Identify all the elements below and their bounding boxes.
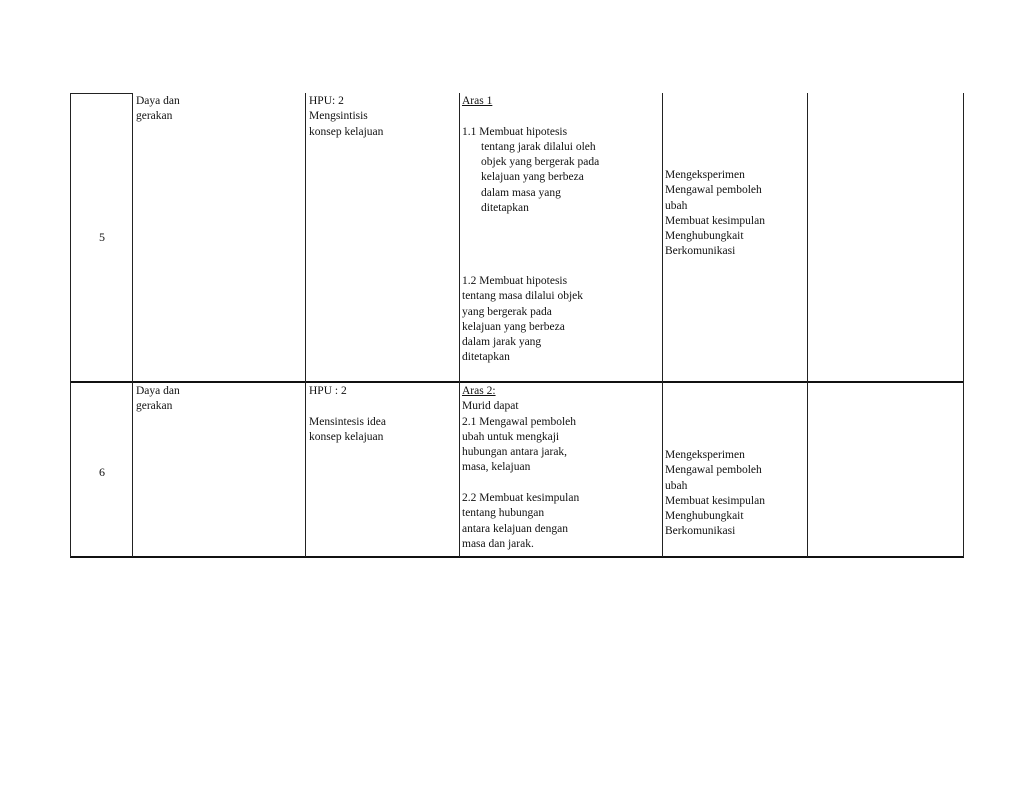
skill-line: Mengawal pemboleh bbox=[665, 184, 762, 197]
skill-line: Berkomunikasi bbox=[665, 245, 736, 258]
skill-line: Berkomunikasi bbox=[665, 525, 736, 538]
topic-line: gerakan bbox=[136, 400, 173, 413]
objective-line: masa, kelajuan bbox=[462, 461, 531, 474]
aras-title: Aras 1 bbox=[462, 95, 493, 107]
row-number: 5 bbox=[99, 230, 105, 244]
table-bottom-border bbox=[70, 556, 964, 558]
topic-line: gerakan bbox=[136, 110, 173, 123]
objective-line: masa dan jarak. bbox=[462, 537, 534, 550]
col-line-0 bbox=[70, 93, 71, 557]
topic-line: Daya dan bbox=[136, 95, 180, 107]
objective-cell bbox=[462, 384, 579, 552]
objective-cell-2 bbox=[462, 274, 583, 366]
hpu-cell bbox=[309, 384, 386, 445]
hpu-line: HPU: 2 bbox=[309, 95, 344, 107]
col-line-6 bbox=[963, 93, 964, 557]
objective-line: yang bergerak pada bbox=[462, 305, 552, 318]
objective-line bbox=[462, 476, 579, 491]
objective-line: tentang hubungan bbox=[462, 507, 545, 520]
skill-line: Menghubungkait bbox=[665, 510, 744, 523]
row-number: 6 bbox=[99, 465, 105, 479]
skill-line: Membuat kesimpulan bbox=[665, 494, 765, 507]
objective-line: hubungan antara jarak, bbox=[462, 446, 568, 459]
hpu-cell bbox=[309, 94, 383, 140]
col-line-3 bbox=[459, 93, 460, 557]
aras-title: Aras 2: bbox=[462, 385, 496, 397]
col-line-1 bbox=[132, 93, 133, 557]
objective-line: objek yang bergerak pada bbox=[481, 156, 600, 169]
objective-line: dalam masa yang bbox=[481, 186, 561, 199]
objective-line: ubah untuk mengkaji bbox=[462, 430, 560, 443]
skill-line: Mengeksperimen bbox=[665, 449, 745, 461]
skill-line: ubah bbox=[665, 479, 688, 492]
hpu-line: Mensintesis idea bbox=[309, 415, 386, 428]
objective-line: tentang masa dilalui objek bbox=[462, 290, 584, 303]
skills-cell bbox=[665, 168, 765, 260]
hpu-line: Mengsintisis bbox=[309, 110, 368, 123]
objective-cell bbox=[462, 94, 599, 216]
skills-cell bbox=[665, 448, 765, 540]
col-line-5 bbox=[807, 93, 808, 557]
topic-cell bbox=[136, 384, 180, 415]
objective-line: 2.1 Mengawal pemboleh bbox=[462, 415, 577, 428]
col-line-2 bbox=[305, 93, 306, 557]
skill-line: Mengawal pemboleh bbox=[665, 464, 762, 477]
row-top-border bbox=[70, 93, 133, 94]
hpu-line bbox=[309, 399, 386, 414]
hpu-line: konsep kelajuan bbox=[309, 125, 384, 138]
skill-line: ubah bbox=[665, 199, 688, 212]
hpu-line: HPU : 2 bbox=[309, 385, 347, 397]
objective-line: ditetapkan bbox=[462, 351, 510, 364]
objective-line: tentang jarak dilalui oleh bbox=[481, 140, 596, 153]
skill-line: Menghubungkait bbox=[665, 230, 744, 243]
topic-line: Daya dan bbox=[136, 385, 180, 397]
objective-line: dalam jarak yang bbox=[462, 336, 542, 349]
objective-line: antara kelajuan dengan bbox=[462, 522, 568, 535]
col-line-4 bbox=[662, 93, 663, 557]
hpu-line: konsep kelajuan bbox=[309, 430, 384, 443]
objective-line: Murid dapat bbox=[462, 400, 519, 413]
objective-line: 1.1 Membuat hipotesis bbox=[462, 125, 568, 138]
skill-line: Mengeksperimen bbox=[665, 169, 745, 181]
objective-line: 2.2 Membuat kesimpulan bbox=[462, 492, 580, 505]
objective-line: kelajuan yang berbeza bbox=[462, 320, 565, 333]
objective-line: 1.2 Membuat hipotesis bbox=[462, 275, 568, 287]
objective-line: ditetapkan bbox=[481, 202, 529, 215]
topic-cell bbox=[136, 94, 180, 125]
row-divider bbox=[70, 381, 964, 383]
skill-line: Membuat kesimpulan bbox=[665, 214, 765, 227]
objective-line: kelajuan yang berbeza bbox=[481, 171, 584, 184]
